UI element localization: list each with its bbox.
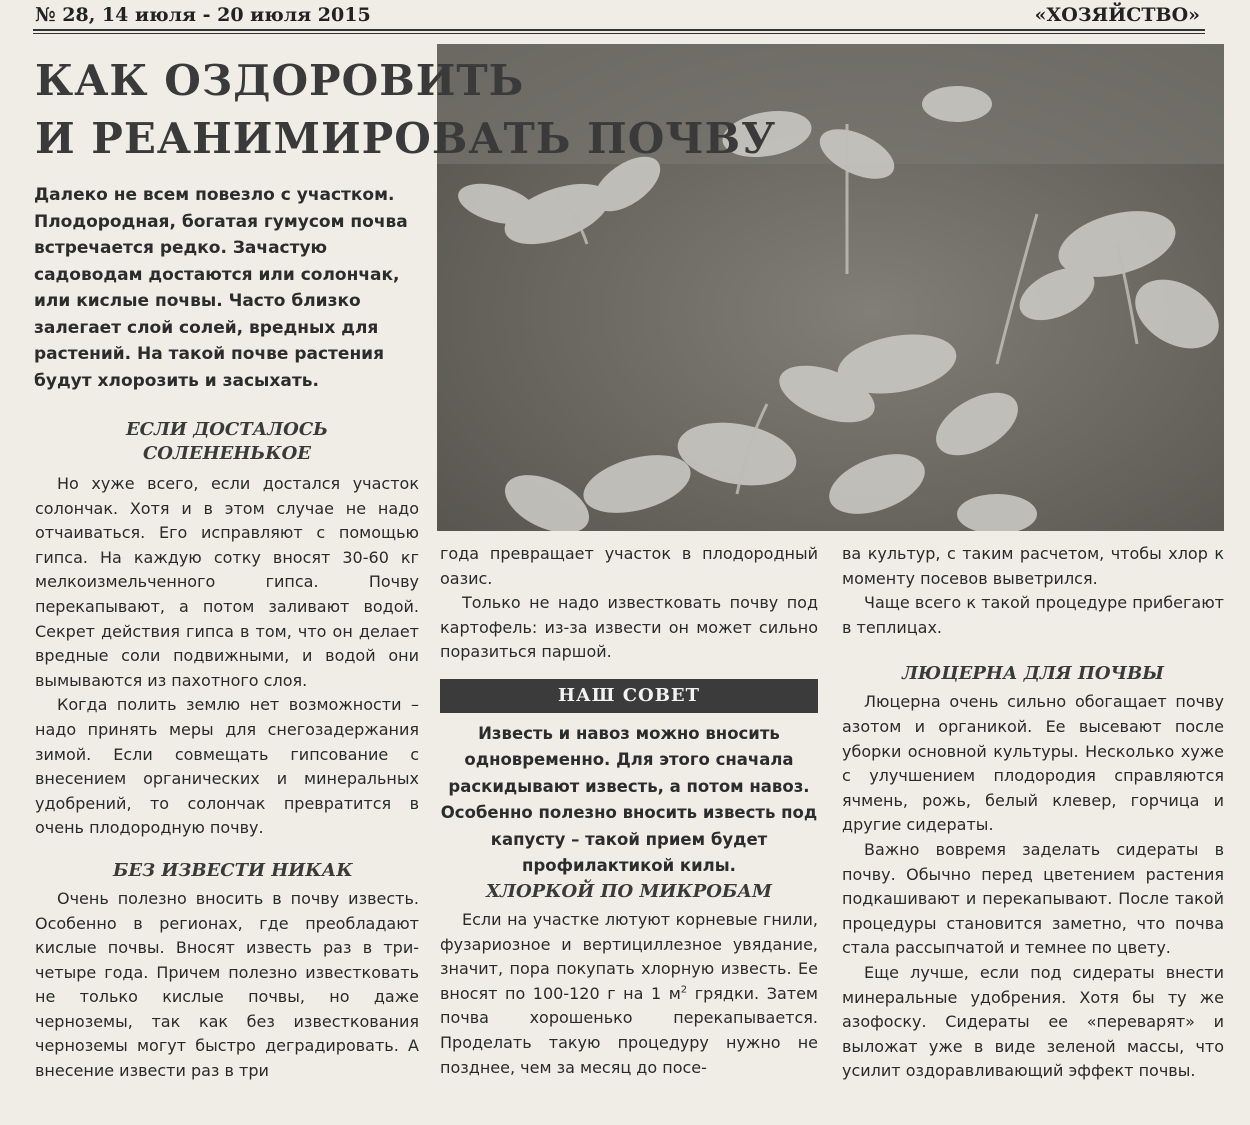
lime-paragraph-2: Только не надо известковать почву под картофель: из-за извести он может сильно поразиться паршой.	[440, 593, 818, 662]
alfalfa-paragraph-1: Люцерна очень сильно обогащает почву азотом и органикой. Ее высевают после уборки основной культуры. Несколько хуже с улучшением плодородия справляются ячмень, рожь, белый клевер, горчица и другие сидераты.	[842, 692, 1224, 835]
column-2	[440, 542, 818, 1080]
chlorine-paragraph-1-continued: ва культур, с таким расчетом, чтобы хлор к моменту посевов выветрился.	[842, 544, 1224, 588]
header-rule-thin	[33, 33, 1205, 34]
square-unit-power: 2	[680, 984, 688, 996]
chlorine-text-b: грядки. Затем почва хорошенько перекапывается. Проделать такую процедуру нужно не позднее, чем за месяц до посе-	[440, 983, 818, 1077]
alfalfa-paragraph-3: Еще лучше, если под сидераты внести минеральные удобрения. Хотя бы ту же азофоску. Сидераты ее «переварят» и выложат уже в виде зеленой массы, что усилит оздоравливающий эффект почвы.	[842, 962, 1224, 1081]
salty-paragraph-1: Но хуже всего, если достался участок солончак. Хотя и в этом случае не надо отчаиваться. Его исправляют с помощью гипса. На каждую сотку вносят 30-60 кг мелкоизмельченного гипса. Почву перекапывают, а потом заливают водой. Секрет действия гипса в том, что он делает вредные соли подвижными, и водой они вымываются из пахотного слоя.	[35, 474, 419, 690]
heading-chlorine: ХЛОРКОЙ ПО МИКРОБАМ	[486, 880, 772, 902]
salty-paragraph-2: Когда полить землю нет возможности – надо принять меры для снегозадержания зимой. Если совмещать гипсование с внесением органических и минеральных удобрений, то солончак превратится в очень плодородную почву.	[35, 695, 419, 838]
lime-paragraph-1-continued: года превращает участок в плодородный оазис.	[440, 544, 818, 588]
header-rule	[33, 29, 1205, 31]
title-line-2: И РЕАНИМИРОВАТЬ ПОЧВУ	[35, 114, 777, 163]
chlorine-text-a: Если на участке лютуют корневые гнили, фузариозное и вертициллезное увядание, значит, пора покупать хлорную известь. Ее вносят по 100-120 г на 1 м	[440, 909, 818, 1003]
lime-paragraph-1: Очень полезно вносить в почву известь. Особенно в регионах, где преобладают кислые почвы. Вносят известь раз в три-четыре года. Причем полезно известковать не только кислые почвы, но даже черноземы, так как без известкования черноземы могут быстро деградировать. А внесение извести раз в три	[35, 888, 419, 1081]
tip-heading: НАШ СОВЕТ	[440, 679, 818, 713]
column-1	[35, 418, 419, 1084]
heading-salty: ЕСЛИ ДОСТАЛОСЬ СОЛЕНЕНЬКОЕ	[125, 419, 329, 464]
alfalfa-paragraph-2: Важно вовремя заделать сидераты в почву. Обычно перед цветением растения подкашивают и перекапывают. После такой процедуры становится заметно, что почва стала рассыпчатой и темнее по цвету.	[842, 839, 1224, 958]
heading-alfalfa: ЛЮЦЕРНА ДЛЯ ПОЧВЫ	[902, 663, 1164, 685]
article-title	[35, 52, 776, 168]
chlorine-paragraph-1	[440, 908, 818, 1080]
title-line-1: КАК ОЗДОРОВИТЬ	[35, 56, 525, 105]
issue-info: № 28, 14 июля - 20 июля 2015	[35, 4, 371, 26]
heading-lime: БЕЗ ИЗВЕСТИ НИКАК	[113, 859, 353, 881]
tip-text: Известь и навоз можно вносить одновременно. Для этого сначала раскидывают известь, а потом навоз. Особенно полезно вносить известь под капусту – такой прием будет профилактикой килы.	[440, 723, 818, 876]
section-name: «ХОЗЯЙСТВО»	[1034, 4, 1200, 26]
column-3	[842, 542, 1224, 1084]
article-lead: Далеко не всем повезло с участком. Плодородная, богатая гумусом почва встречается редко. Зачастую садоводам достаются или солончак, или кислые почвы. Часто близко залегает слой солей, вредных для растений. На такой почве растения будут хлорозить и засыхать.	[34, 185, 408, 391]
chlorine-paragraph-2: Чаще всего к такой процедуре прибегают в теплицах.	[842, 593, 1224, 637]
